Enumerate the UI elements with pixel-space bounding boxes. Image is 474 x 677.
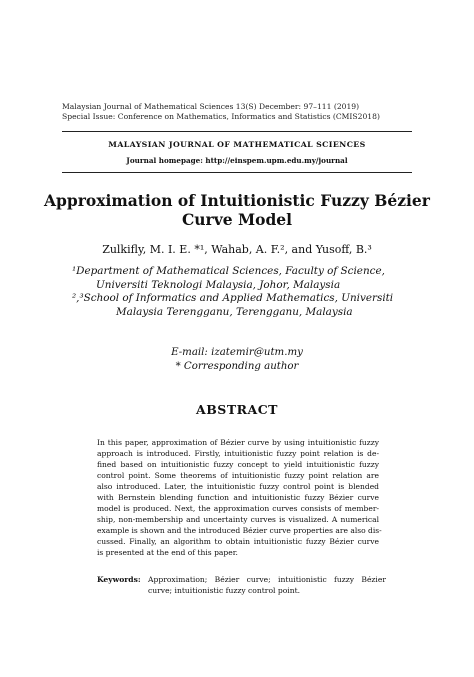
corresponding-author-note: * Corresponding author: [175, 361, 299, 372]
abstract-heading: ABSTRACT: [196, 402, 278, 417]
abstract-line: is presented at the end of this paper.: [97, 548, 238, 558]
abstract-line: fined based on intuitionistic fuzzy concept to yield intuitionistic fuzzy: [97, 460, 379, 470]
title-line-1: Approximation of Intuitionistic Fuzzy Bézier: [44, 191, 430, 210]
author-email: E-mail: izatemir@utm.my: [171, 347, 303, 358]
journal-citation-line: Malaysian Journal of Mathematical Sciences 13(S) December: 97–111 (2019): [62, 102, 360, 111]
abstract-body: [97, 437, 382, 559]
title-line-2: Curve Model: [181, 210, 293, 229]
paper-title: [40, 191, 434, 229]
author-list: Zulkifly, M. I. E. *¹, Wahab, A. F.², and Yusoff, B.³: [102, 243, 372, 256]
special-issue-line: Special Issue: Conference on Mathematics, Informatics and Statistics (CMIS2018): [62, 112, 380, 121]
abstract-line: also introduced. Later, the intuitionistic fuzzy control point is blended: [97, 482, 379, 492]
affiliation-2-line-1: ²,³School of Informatics and Applied Mathematics, Universiti: [72, 292, 394, 304]
affiliation-1-line-2: Universiti Teknologi Malaysia, Johor, Malaysia: [96, 278, 341, 291]
abstract-line: model is produced. Next, the approximation curves consists of member-: [97, 504, 379, 514]
affiliation-1-line-1: ¹Department of Mathematical Sciences, Faculty of Science,: [72, 265, 385, 277]
abstract-line: control point. Some theorems of intuitionistic fuzzy point relation are: [97, 471, 379, 481]
keywords-list: [148, 574, 386, 596]
keywords-line-1: Approximation; Bézier curve; intuitionistic fuzzy Bézier: [148, 575, 386, 584]
abstract-line: example is shown and the introduced Bézier curve properties are also dis-: [97, 526, 382, 536]
abstract-line: cussed. Finally, an algorithm to obtain intuitionistic fuzzy Bézier curve: [97, 537, 379, 547]
abstract-line: In this paper, approximation of Bézier curve by using intuitionistic fuzzy: [97, 438, 379, 447]
affiliation-2: [72, 292, 412, 319]
abstract-line: approach is introduced. Firstly, intuitionistic fuzzy point relation is de-: [97, 449, 379, 459]
top-rule: [62, 131, 412, 132]
keywords-line-2: curve; intuitionistic fuzzy control point.: [148, 586, 301, 595]
keywords-label: Keywords:: [97, 575, 141, 584]
abstract-line: with Bernstein blending function and intuitionistic fuzzy Bézier curve: [97, 493, 379, 503]
affiliation-1: [72, 265, 412, 292]
abstract-line: ship, non-membership and uncertainty curves is visualized. A numerical: [97, 515, 379, 525]
journal-name: MALAYSIAN JOURNAL OF MATHEMATICAL SCIENCES: [108, 140, 366, 149]
journal-homepage: Journal homepage: http://einspem.upm.edu.my/journal: [126, 156, 348, 165]
affiliation-2-line-2: Malaysia Terengganu, Terengganu, Malaysia: [116, 305, 353, 318]
bottom-rule: [62, 172, 412, 173]
